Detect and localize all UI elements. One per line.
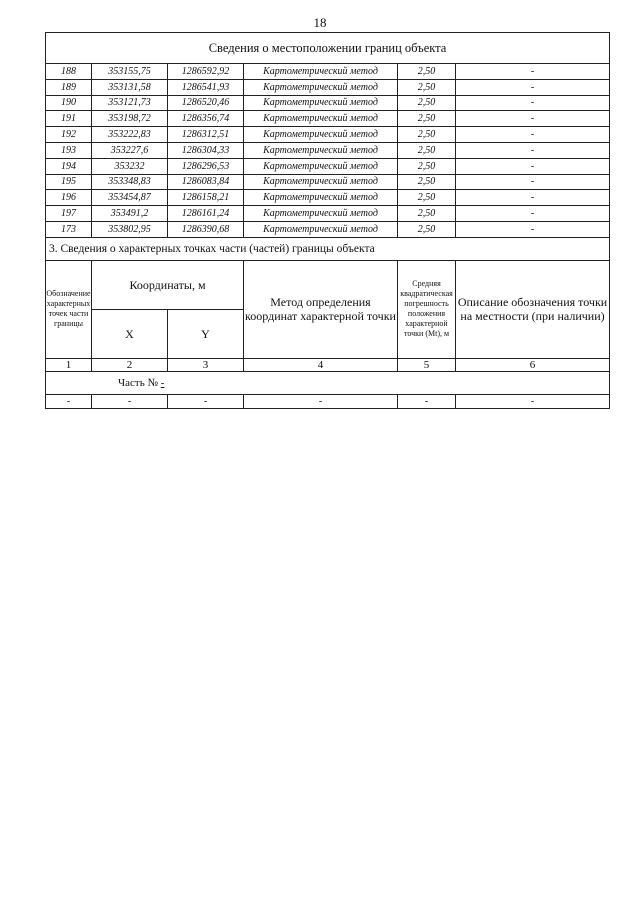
table-row	[46, 95, 610, 111]
method-cell: Картометрический метод	[244, 64, 398, 80]
y-coordinate-cell: 1286356,74	[168, 111, 244, 127]
x-coordinate-cell: 353227,6	[92, 142, 168, 158]
x-coordinate-cell: 353155,75	[92, 64, 168, 80]
x-coordinate-cell: 353131,58	[92, 79, 168, 95]
table-row	[46, 174, 610, 190]
x-coordinate-cell: 353491,2	[92, 206, 168, 222]
y-coordinate-cell: 1286083,84	[168, 174, 244, 190]
method-cell: Картометрический метод	[244, 127, 398, 143]
accuracy-cell: 2,50	[398, 158, 456, 174]
point-id-cell: 190	[46, 95, 92, 111]
method-cell: Картометрический метод	[244, 79, 398, 95]
y-coordinate-cell: 1286304,33	[168, 142, 244, 158]
page-number: 18	[313, 15, 327, 30]
method-cell: -	[244, 394, 398, 408]
table-row	[46, 190, 610, 206]
x-coordinate-cell: 353121,73	[92, 95, 168, 111]
header-y: Y	[168, 309, 244, 358]
table-title-row	[46, 33, 610, 64]
accuracy-cell: 2,50	[398, 190, 456, 206]
point-id-cell: 193	[46, 142, 92, 158]
description-cell: -	[456, 174, 610, 190]
point-id-cell: 189	[46, 79, 92, 95]
description-cell: -	[456, 206, 610, 222]
table-row	[46, 206, 610, 222]
y-coordinate-cell: -	[168, 394, 244, 408]
y-coordinate-cell: 1286312,51	[168, 127, 244, 143]
part-row	[46, 371, 610, 394]
point-id-cell: 196	[46, 190, 92, 206]
description-cell: -	[456, 79, 610, 95]
method-cell: Картометрический метод	[244, 221, 398, 237]
table-row	[46, 111, 610, 127]
accuracy-cell: -	[398, 394, 456, 408]
column-number: 3	[168, 358, 244, 371]
method-cell: Картометрический метод	[244, 158, 398, 174]
accuracy-cell: 2,50	[398, 127, 456, 143]
accuracy-cell: 2,50	[398, 64, 456, 80]
accuracy-cell: 2,50	[398, 142, 456, 158]
part-label-cell	[46, 371, 610, 394]
method-cell: Картометрический метод	[244, 174, 398, 190]
description-cell: -	[456, 111, 610, 127]
y-coordinate-cell: 1286541,93	[168, 79, 244, 95]
table-row	[46, 64, 610, 80]
section3-title: 3. Сведения о характерных точках части (частей) границы объекта	[46, 237, 610, 260]
column-number: 1	[46, 358, 92, 371]
x-coordinate-cell: 353222,83	[92, 127, 168, 143]
column-number: 6	[456, 358, 610, 371]
point-id-cell: 191	[46, 111, 92, 127]
point-id-cell: 173	[46, 221, 92, 237]
y-coordinate-cell: 1286161,24	[168, 206, 244, 222]
x-coordinate-cell: 353802,95	[92, 221, 168, 237]
table-title: Сведения о местоположении границ объекта	[46, 33, 610, 64]
method-cell: Картометрический метод	[244, 142, 398, 158]
header-point-designation: Обозначение характерных точек части границы	[46, 260, 92, 358]
y-coordinate-cell: 1286158,21	[168, 190, 244, 206]
part-label: Часть №	[118, 376, 158, 389]
table-row	[46, 79, 610, 95]
description-cell: -	[456, 127, 610, 143]
accuracy-cell: 2,50	[398, 221, 456, 237]
method-cell: Картометрический метод	[244, 111, 398, 127]
y-coordinate-cell: 1286520,46	[168, 95, 244, 111]
table-row	[46, 127, 610, 143]
point-id-cell: 192	[46, 127, 92, 143]
accuracy-cell: 2,50	[398, 206, 456, 222]
x-coordinate-cell: -	[92, 394, 168, 408]
header-method: Метод определения координат характерной точки	[244, 260, 398, 358]
column-number: 2	[92, 358, 168, 371]
description-cell: -	[456, 221, 610, 237]
column-number: 5	[398, 358, 456, 371]
description-cell: -	[456, 190, 610, 206]
column-numbers-row	[46, 358, 610, 371]
table-row	[46, 221, 610, 237]
description-cell: -	[456, 142, 610, 158]
column-number: 4	[244, 358, 398, 371]
description-cell: -	[456, 64, 610, 80]
description-cell: -	[456, 95, 610, 111]
y-coordinate-cell: 1286296,53	[168, 158, 244, 174]
accuracy-cell: 2,50	[398, 95, 456, 111]
header-x: X	[92, 309, 168, 358]
method-cell: Картометрический метод	[244, 95, 398, 111]
header-coordinates: Координаты, м	[92, 260, 244, 309]
point-id-cell: -	[46, 394, 92, 408]
x-coordinate-cell: 353232	[92, 158, 168, 174]
accuracy-cell: 2,50	[398, 79, 456, 95]
method-cell: Картометрический метод	[244, 206, 398, 222]
method-cell: Картометрический метод	[244, 190, 398, 206]
empty-data-row	[46, 394, 610, 408]
accuracy-cell: 2,50	[398, 111, 456, 127]
y-coordinate-cell: 1286390,68	[168, 221, 244, 237]
x-coordinate-cell: 353198,72	[92, 111, 168, 127]
point-id-cell: 197	[46, 206, 92, 222]
section3-title-row	[46, 237, 610, 260]
description-cell: -	[456, 394, 610, 408]
x-coordinate-cell: 353454,87	[92, 190, 168, 206]
x-coordinate-cell: 353348,83	[92, 174, 168, 190]
point-id-cell: 195	[46, 174, 92, 190]
table-row	[46, 142, 610, 158]
table-row	[46, 158, 610, 174]
y-coordinate-cell: 1286592,92	[168, 64, 244, 80]
part-value: -	[160, 376, 165, 389]
boundary-table	[45, 32, 610, 409]
accuracy-cell: 2,50	[398, 174, 456, 190]
header-row-1	[46, 260, 610, 309]
header-accuracy: Средняя квадратическая погрешность положения характерной точки (Mt), м	[398, 260, 456, 358]
point-id-cell: 194	[46, 158, 92, 174]
point-id-cell: 188	[46, 64, 92, 80]
header-description: Описание обозначения точки на местности (при наличии)	[456, 260, 610, 358]
description-cell: -	[456, 158, 610, 174]
